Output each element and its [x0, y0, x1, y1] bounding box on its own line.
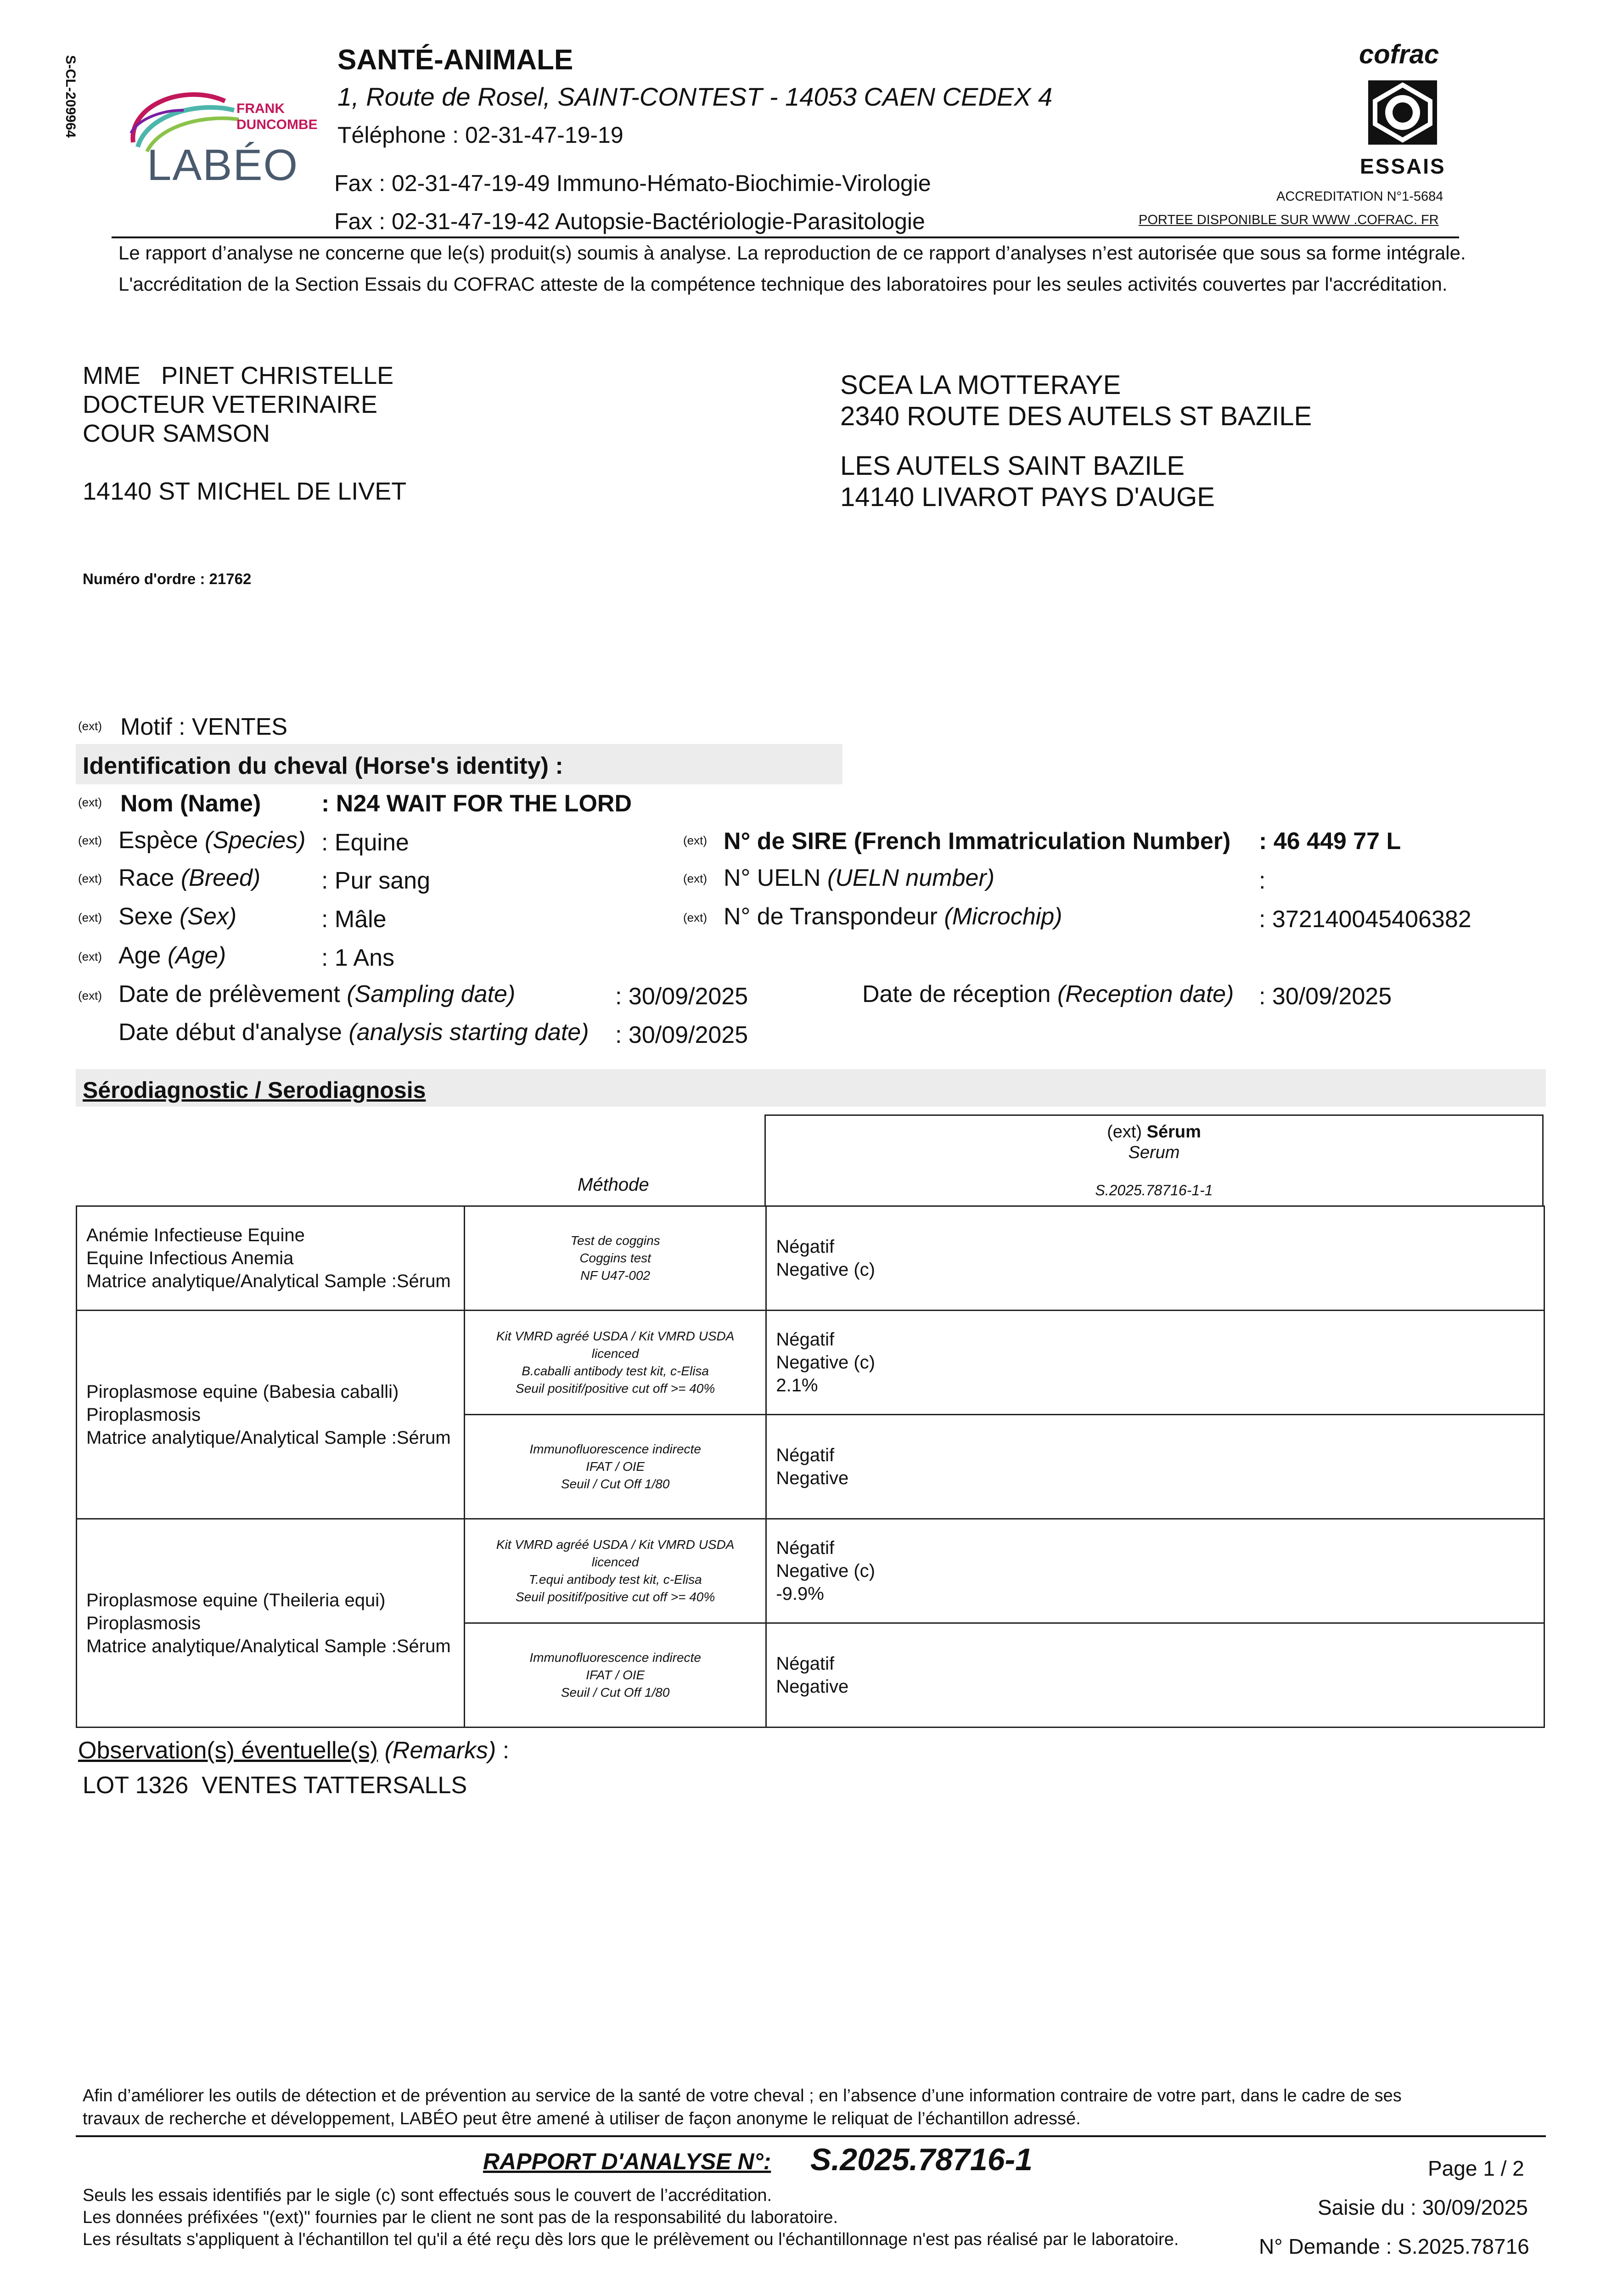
transp-ext-tag: (ext)	[683, 911, 707, 924]
result-line: -9.9%	[776, 1584, 824, 1604]
method-line: Kit VMRD agréé USDA / Kit VMRD USDA	[496, 1537, 735, 1552]
page-indicator: Page 1 / 2	[1428, 2156, 1524, 2180]
vet-address	[83, 361, 406, 506]
method-cell	[464, 1623, 766, 1728]
age-value: : 1 Ans	[321, 945, 394, 971]
cofrac-logo-text: cofrac	[1359, 39, 1439, 69]
sample-header-cell	[764, 1114, 1544, 1205]
method-cell	[464, 1415, 766, 1519]
espece-value: : Equine	[321, 829, 409, 856]
transp-label-en: (Microchip)	[944, 903, 1062, 930]
footer-line-2: Les données préfixées "(ext)" fournies par le client ne sont pas de la responsabilité du laboratoire.	[83, 2208, 838, 2227]
footer-divider	[76, 2135, 1546, 2137]
owner-address	[840, 370, 1312, 513]
result-cell	[766, 1415, 1544, 1519]
methode-header: Méthode	[578, 1175, 649, 1195]
method-line: T.equi antibody test kit, c-Elisa	[528, 1572, 702, 1587]
method-line: NF U47-002	[580, 1268, 651, 1283]
ueln-label-fr: N° UELN	[724, 865, 827, 891]
disclaimer-line-1: Le rapport d’analyse ne concerne que le(s) produit(s) soumis à analyse. La reproduction de ce rapport d’analyses n’est autorisée que sous sa forme intégrale.	[118, 242, 1466, 264]
result-cell	[766, 1311, 1544, 1415]
remarks-label-en: (Remarks)	[384, 1737, 496, 1764]
sire-label: N° de SIRE (French Immatriculation Number)	[724, 828, 1231, 855]
sample-ext: (ext)	[1107, 1122, 1147, 1142]
remarks-value: LOT 1326 VENTES TATTERSALLS	[83, 1772, 467, 1799]
cofrac-emblem-icon	[1361, 76, 1444, 149]
sexe-value: : Mâle	[321, 906, 387, 933]
vet-line-2: DOCTEUR VETERINAIRE	[83, 391, 378, 418]
saisie-date: Saisie du : 30/09/2025	[1318, 2195, 1528, 2219]
analyte-line: Piroplasmose equine (Theileria equi)	[86, 1590, 386, 1610]
logo-sub2: DUNCOMBE	[236, 117, 318, 132]
transp-label-fr: N° de Transpondeur	[724, 903, 944, 930]
prel-value: : 30/09/2025	[615, 983, 748, 1010]
nom-ext-tag: (ext)	[78, 795, 102, 809]
logo-brand: LABÉO	[147, 141, 299, 190]
analyte-cell	[77, 1519, 465, 1728]
disclaimer-line-2: L'accréditation de la Section Essais du COFRAC atteste de la compétence technique des laboratoires pour les seules activités couvertes par l'accréditation.	[118, 273, 1448, 295]
identity-title: Identification du cheval (Horse's identity) :	[83, 753, 563, 779]
analyte-line: Anémie Infectieuse Equine	[86, 1225, 305, 1245]
sexe-label	[118, 903, 236, 930]
method-line: Seuil positif/positive cut off >= 40%	[516, 1590, 715, 1604]
method-line: Seuil / Cut Off 1/80	[561, 1685, 670, 1699]
document-side-code: S-CL-209964	[63, 55, 78, 138]
analyte-line: Equine Infectious Anemia	[86, 1248, 294, 1268]
footer-note-1: Afin d’améliorer les outils de détection et de prévention au service de la santé de votre cheval ; en l’absence d’une information contraire de votre part, dans le cadre de ses	[83, 2086, 1402, 2105]
remarks-colon: :	[496, 1737, 510, 1764]
recep-label-en: (Reception date)	[1057, 981, 1234, 1007]
race-label-fr: Race	[118, 865, 181, 891]
method-line: Test de coggins	[570, 1233, 660, 1248]
lab-phone: Téléphone : 02-31-47-19-19	[337, 122, 623, 148]
report-number: S.2025.78716-1	[810, 2142, 1033, 2177]
method-line: licenced	[591, 1555, 639, 1569]
age-label-en: (Age)	[167, 942, 226, 969]
race-ext-tag: (ext)	[78, 872, 102, 885]
prel-label-fr: Date de prélèvement	[118, 981, 347, 1007]
sample-id: S.2025.78716-1-1	[1095, 1182, 1213, 1199]
lab-fax-2: Fax : 02-31-47-19-42 Autopsie-Bactériologie-Parasitologie	[334, 208, 925, 234]
sire-value: : 46 449 77 L	[1259, 828, 1401, 855]
result-cell	[766, 1519, 1544, 1623]
sexe-label-en: (Sex)	[179, 903, 237, 930]
method-line: IFAT / OIE	[586, 1668, 645, 1682]
footer-line-1: Seuls les essais identifiés par le sigle (c) sont effectués sous le couvert de l’accréditation.	[83, 2186, 772, 2205]
result-line: Négatif	[776, 1237, 835, 1257]
ueln-label	[724, 864, 994, 892]
footer-note-2: travaux de recherche et développement, LABÉO peut être amené à utiliser de façon anonyme le reliquat de l’échantillon adressé.	[83, 2109, 1081, 2128]
result-line: Negative (c)	[776, 1561, 875, 1581]
logo-sub1: FRANK	[236, 101, 285, 116]
nom-value: : N24 WAIT FOR THE LORD	[321, 790, 632, 817]
method-line: Immunofluorescence indirecte	[529, 1442, 701, 1456]
result-line: Négatif	[776, 1445, 835, 1465]
method-line: IFAT / OIE	[586, 1459, 645, 1474]
debut-label-fr: Date début d'analyse	[118, 1019, 349, 1046]
order-number: Numéro d'ordre : 21762	[83, 570, 252, 587]
transp-value: : 372140045406382	[1259, 906, 1471, 933]
transp-label	[724, 903, 1062, 930]
result-line: Négatif	[776, 1538, 835, 1558]
ueln-value: :	[1259, 867, 1266, 894]
method-line: Kit VMRD agréé USDA / Kit VMRD USDA	[496, 1329, 735, 1343]
method-line: Seuil positif/positive cut off >= 40%	[516, 1381, 715, 1396]
motif: Motif : VENTES	[120, 714, 288, 740]
prel-label-en: (Sampling date)	[347, 981, 516, 1007]
debut-value: : 30/09/2025	[615, 1022, 748, 1048]
result-line: Negative (c)	[776, 1260, 875, 1280]
owner-line-2: 2340 ROUTE DES AUTELS ST BAZILE	[840, 401, 1312, 431]
method-cell	[464, 1311, 766, 1415]
owner-line-4: 14140 LIVAROT PAYS D'AUGE	[840, 482, 1215, 512]
debut-label	[118, 1019, 589, 1046]
cofrac-essais: ESSAIS	[1360, 154, 1446, 178]
remarks-label-fr: Observation(s) éventuelle(s)	[78, 1737, 378, 1764]
analyte-line: Piroplasmosis	[86, 1404, 201, 1425]
result-line: Négatif	[776, 1654, 835, 1674]
prel-label	[118, 980, 515, 1008]
table-row	[77, 1519, 1544, 1623]
sexe-ext-tag: (ext)	[78, 911, 102, 924]
sample-en: Serum	[1128, 1143, 1180, 1162]
race-label-en: (Breed)	[180, 865, 261, 891]
cofrac-portee-link[interactable]: PORTEE DISPONIBLE SUR WWW .COFRAC. FR	[1139, 213, 1439, 227]
lab-address: 1, Route de Rosel, SAINT-CONTEST - 14053 CAEN CEDEX 4	[337, 82, 1053, 111]
method-line: Immunofluorescence indirecte	[529, 1650, 701, 1665]
sample-name	[766, 1122, 1542, 1142]
analyte-line: Matrice analytique/Analytical Sample :Sérum	[86, 1636, 451, 1656]
recep-label	[862, 980, 1234, 1008]
espece-label-en: (Species)	[204, 827, 306, 854]
espece-label-fr: Espèce	[118, 827, 205, 854]
sexe-label-fr: Sexe	[118, 903, 180, 930]
age-label	[118, 942, 226, 969]
owner-line-1: SCEA LA MOTTERAYE	[840, 370, 1121, 400]
table-row	[77, 1311, 1544, 1415]
section-title: Sérodiagnostic / Serodiagnosis	[83, 1077, 426, 1103]
analyte-line: Matrice analytique/Analytical Sample :Sérum	[86, 1427, 451, 1448]
analyte-line: Piroplasmosis	[86, 1613, 201, 1633]
prel-ext-tag: (ext)	[78, 989, 102, 1002]
result-line: 2.1%	[776, 1375, 818, 1396]
lab-fax-1: Fax : 02-31-47-19-49 Immuno-Hémato-Biochimie-Virologie	[334, 170, 931, 196]
method-line: licenced	[591, 1346, 639, 1361]
sample-fr: Sérum	[1146, 1122, 1201, 1142]
ueln-label-en: (UELN number)	[827, 865, 995, 891]
labeo-logo	[119, 78, 321, 197]
result-cell	[766, 1623, 1544, 1728]
analyte-cell	[77, 1206, 465, 1311]
motif-ext-tag: (ext)	[78, 719, 102, 733]
result-line: Négatif	[776, 1329, 835, 1350]
analyte-cell	[77, 1311, 465, 1519]
owner-line-3: LES AUTELS SAINT BAZILE	[840, 451, 1185, 481]
report-label: RAPPORT D'ANALYSE N°:	[483, 2149, 771, 2174]
demande-number: N° Demande : S.2025.78716	[1259, 2234, 1529, 2258]
method-line: Seuil / Cut Off 1/80	[561, 1477, 670, 1491]
cofrac-logo	[1354, 39, 1451, 181]
result-cell	[766, 1206, 1544, 1311]
result-line: Negative	[776, 1677, 849, 1697]
cofrac-accreditation: ACCREDITATION N°1-5684	[1276, 189, 1443, 204]
vet-line-4: 14140 ST MICHEL DE LIVET	[83, 478, 407, 505]
espece-label	[118, 827, 306, 854]
ueln-ext-tag: (ext)	[683, 872, 707, 885]
result-line: Negative	[776, 1468, 849, 1488]
method-cell	[464, 1206, 766, 1311]
table-row	[77, 1206, 1544, 1311]
lab-name: SANTÉ-ANIMALE	[337, 44, 573, 76]
results-table	[76, 1205, 1545, 1728]
sire-ext-tag: (ext)	[683, 833, 707, 847]
result-line: Negative (c)	[776, 1352, 875, 1373]
method-line: B.caballi antibody test kit, c-Elisa	[522, 1364, 709, 1378]
vet-line-1: MME PINET CHRISTELLE	[83, 362, 394, 389]
method-cell	[464, 1519, 766, 1623]
race-value: : Pur sang	[321, 867, 431, 894]
nom-label: Nom (Name)	[120, 790, 261, 817]
age-label-fr: Age	[118, 942, 168, 969]
footer-line-3: Les résultats s'appliquent à l'échantillon tel qu'il a été reçu dès lors que le prélèvement ou l'échantillonnage n'est pas réalisé par le laboratoire.	[83, 2230, 1179, 2249]
header-divider	[112, 236, 1459, 238]
remarks-label	[78, 1737, 509, 1764]
race-label	[118, 864, 260, 892]
vet-line-3: COUR SAMSON	[83, 420, 270, 447]
method-line: Coggins test	[579, 1251, 651, 1265]
espece-ext-tag: (ext)	[78, 833, 102, 847]
analyte-line: Piroplasmose equine (Babesia caballi)	[86, 1381, 399, 1402]
age-ext-tag: (ext)	[78, 950, 102, 963]
recep-value: : 30/09/2025	[1259, 983, 1392, 1010]
recep-label-fr: Date de réception	[862, 981, 1057, 1007]
debut-label-en: (analysis starting date)	[348, 1019, 589, 1046]
analyte-line: Matrice analytique/Analytical Sample :Sérum	[86, 1271, 451, 1291]
